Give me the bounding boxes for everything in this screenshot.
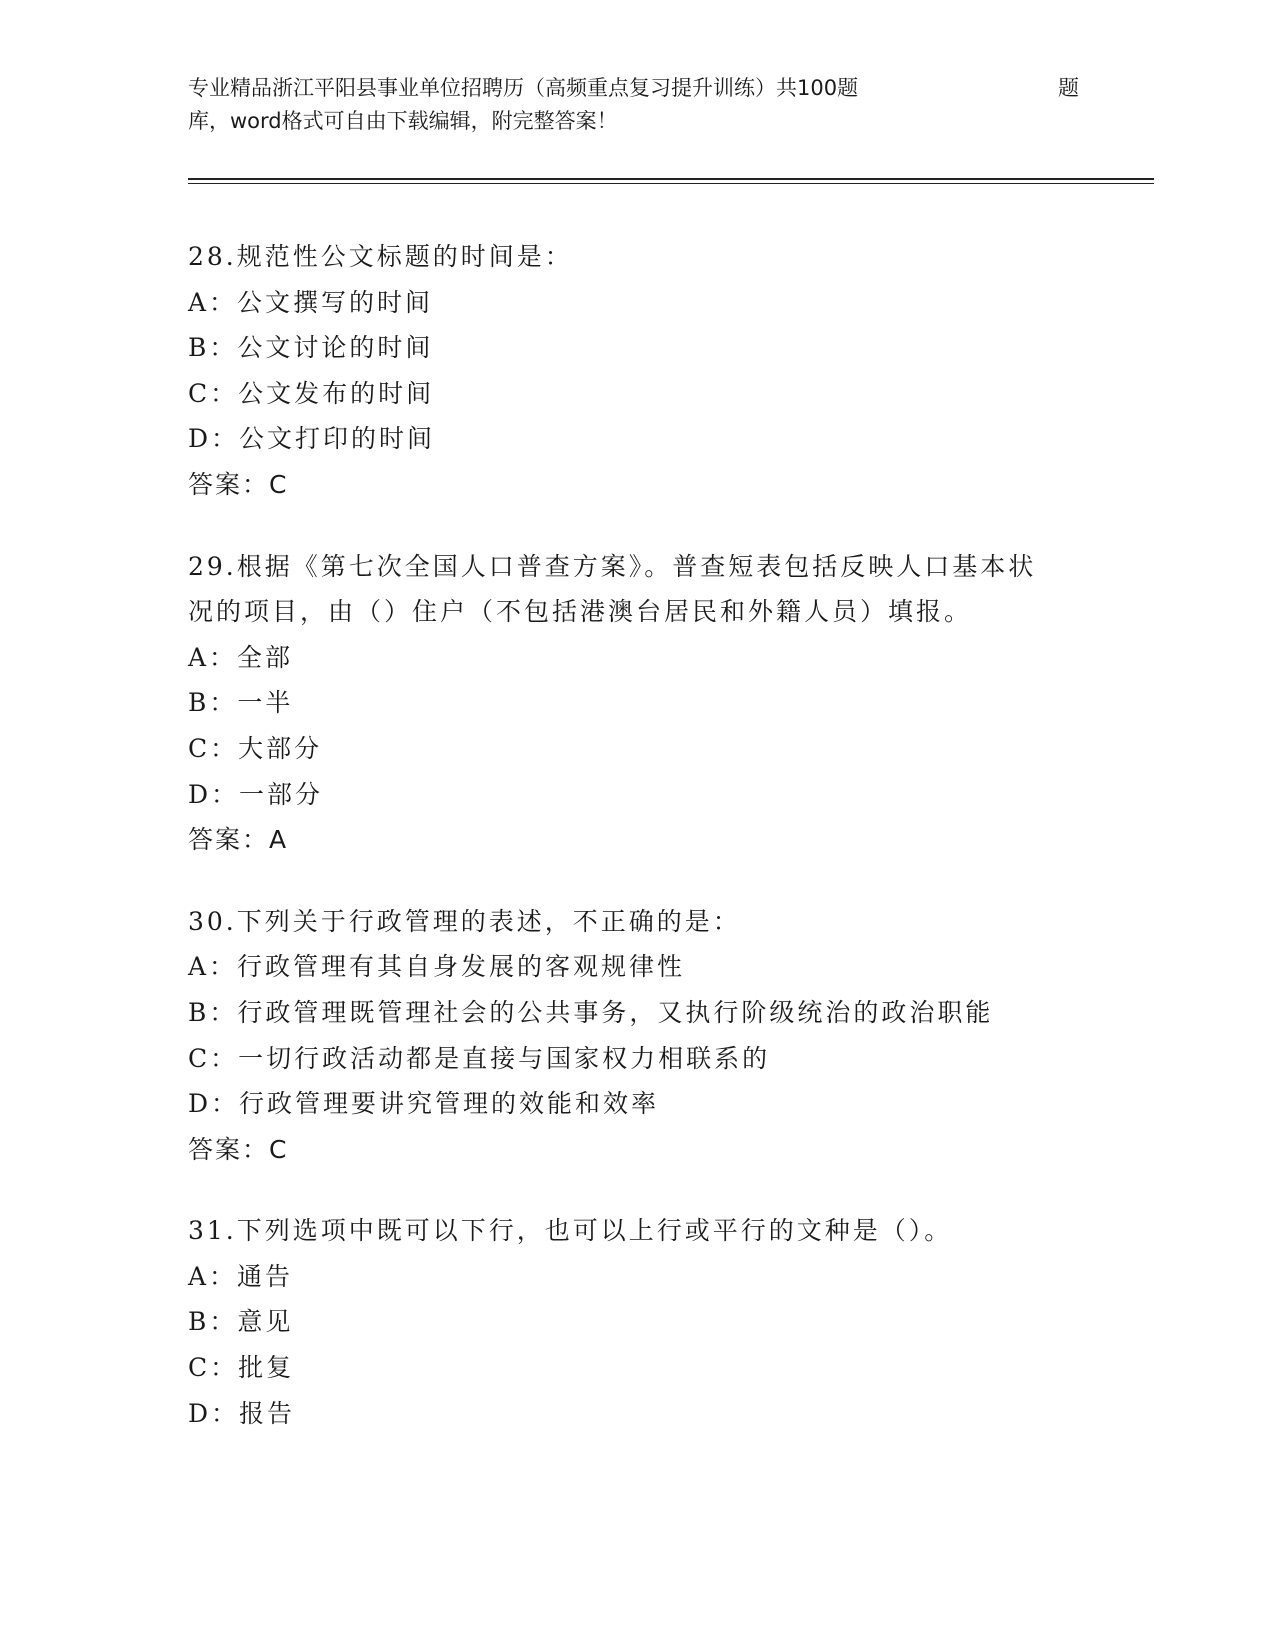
option-b: B：行政管理既管理社会的公共事务，又执行阶级统治的政治职能: [188, 997, 994, 1027]
question-31: [188, 1208, 1088, 1436]
option-b: B：公文讨论的时间: [188, 333, 434, 363]
option-d: D：报告: [188, 1398, 296, 1428]
question-stem: 31.下列选项中既可以下行，也可以上行或平行的文种是（）。: [188, 1216, 953, 1246]
answer-line: 答案：A: [188, 825, 289, 855]
option-d: D：行政管理要讲究管理的效能和效率: [188, 1089, 660, 1119]
question-28: [188, 234, 1088, 508]
option-c: C：公文发布的时间: [188, 378, 435, 408]
option-a: A：公文撰写的时间: [188, 287, 434, 317]
header-rule-thick: [188, 178, 1154, 180]
header-title-tail: 题: [1058, 76, 1079, 100]
header-line-2: 库，word格式可自由下载编辑，附完整答案！: [188, 109, 618, 133]
header-rule-thin: [188, 183, 1154, 184]
question-stem: 30.下列关于行政管理的表述，不正确的是：: [188, 906, 741, 936]
option-c: C：大部分: [188, 733, 323, 763]
option-c: C：批复: [188, 1353, 295, 1383]
option-b: B：意见: [188, 1307, 294, 1337]
option-d: D：一部分: [188, 779, 324, 809]
option-a: A：通告: [188, 1261, 294, 1291]
option-a: A：行政管理有其自身发展的客观规律性: [188, 952, 686, 982]
document-header: [188, 72, 1088, 138]
question-stem-line-2: 况的项目，由（）住户（不包括港澳台居民和外籍人员）填报。: [188, 597, 973, 627]
question-stem-line-1: 29.根据《第七次全国人口普查方案》。普查短表包括反映人口基本状: [188, 551, 1037, 581]
option-a: A：全部: [188, 642, 294, 672]
question-list: [188, 234, 1088, 1472]
answer-line: 答案：C: [188, 469, 289, 499]
option-c: C：一切行政活动都是直接与国家权力相联系的: [188, 1043, 771, 1073]
option-d: D：公文打印的时间: [188, 424, 436, 454]
header-title: 专业精品浙江平阳县事业单位招聘历（高频重点复习提升训练）共100题: [188, 76, 859, 100]
question-29: [188, 544, 1088, 863]
question-30: [188, 899, 1088, 1173]
header-line-1: [188, 72, 1088, 105]
question-stem: 28.规范性公文标题的时间是：: [188, 242, 573, 271]
answer-line: 答案：C: [188, 1134, 289, 1164]
option-b: B：一半: [188, 688, 294, 718]
